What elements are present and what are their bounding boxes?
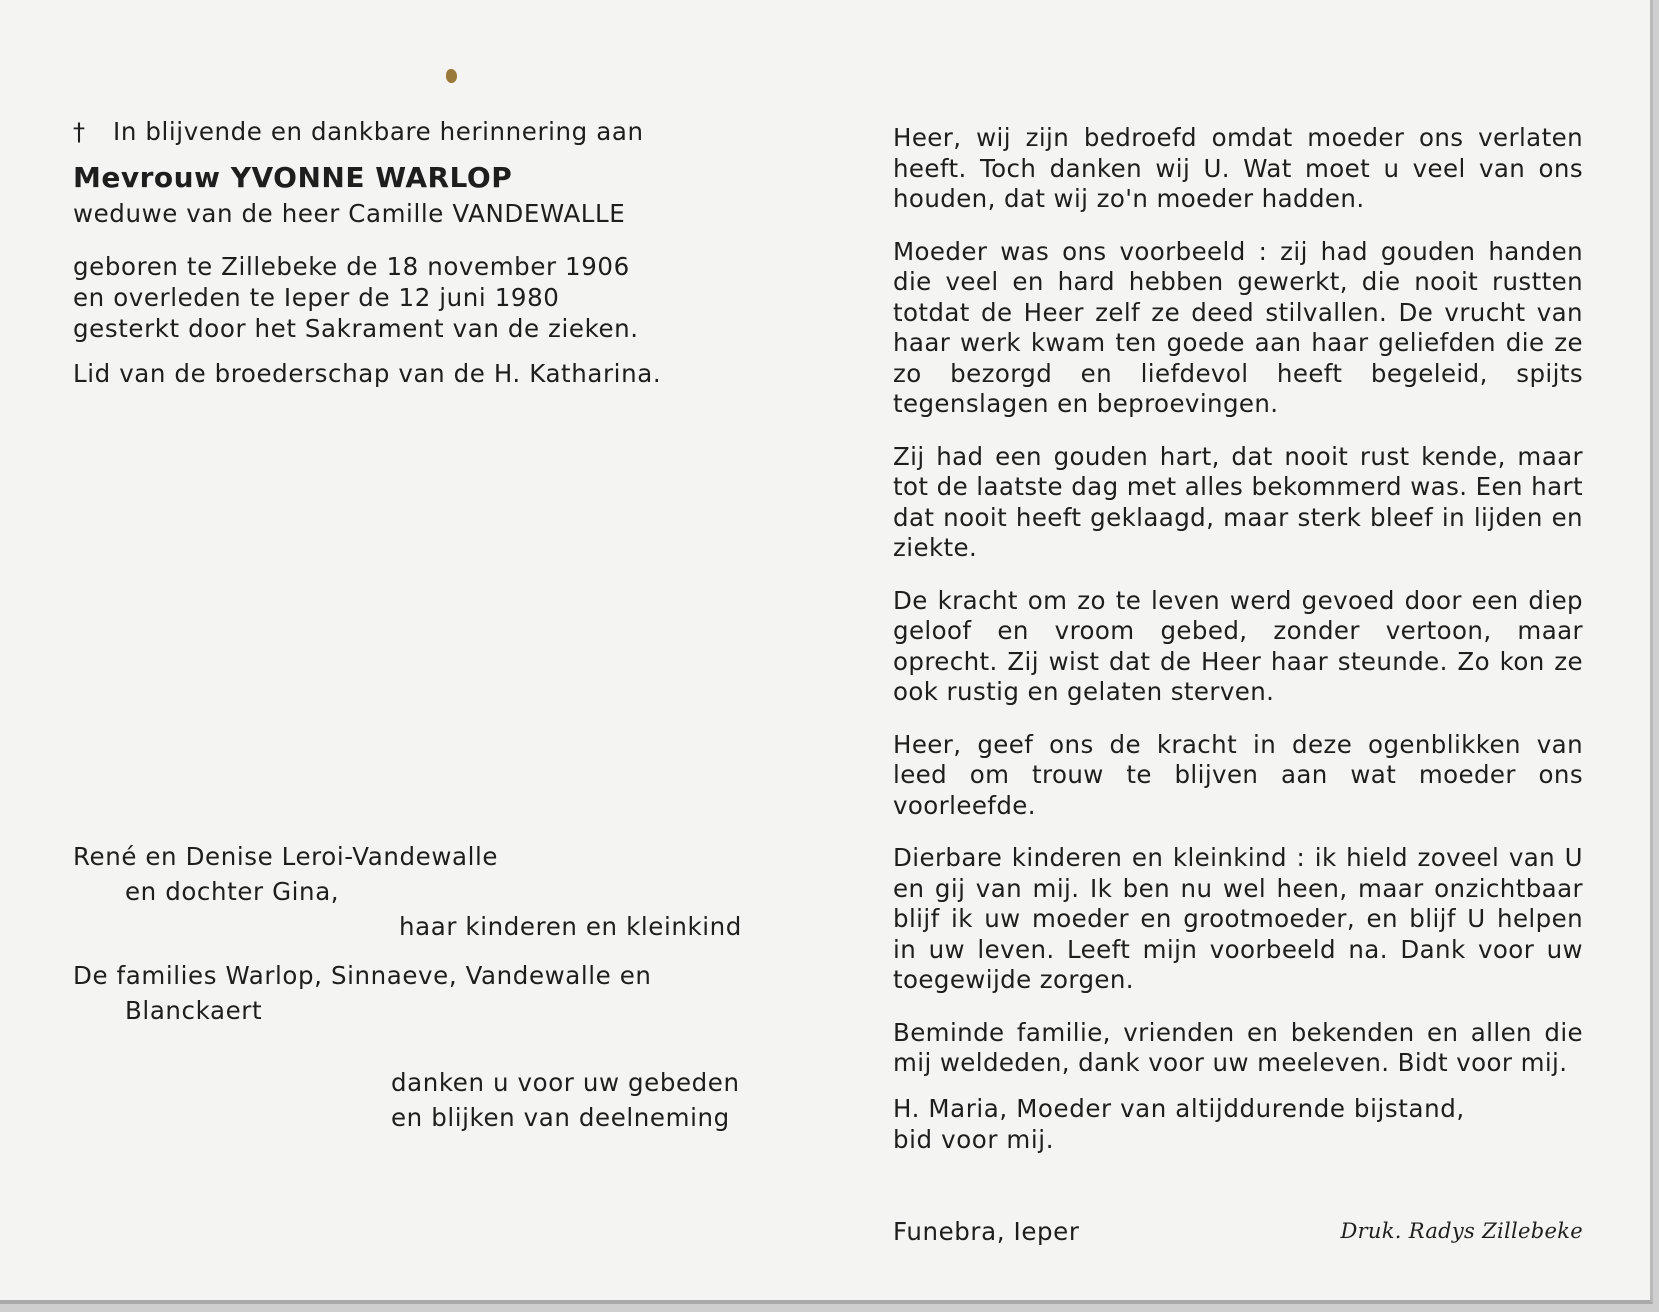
paragraph-3: Zij had een gouden hart, dat nooit rust kende, maar tot de laatste dag met alles bekommerd was. Een hart dat nooit heeft geklaagd, maar sterk bleef in lijden en ziekte. [893, 441, 1583, 562]
deceased-name: Mevrouw YVONNE WARLOP [73, 161, 513, 194]
thanks-line2: en blijken van deelneming [391, 1103, 730, 1132]
prayer-line1: H. Maria, Moeder van altijddurende bijstand, [893, 1093, 1465, 1123]
footer [893, 1217, 1583, 1247]
prayer-line2: bid voor mij. [893, 1124, 1055, 1154]
membership-line: Lid van de broederschap van de H. Katharina. [73, 359, 662, 388]
intro-line [73, 116, 793, 148]
intro-text: In blijvende en dankbare herinnering aan [113, 117, 644, 146]
paragraph-1: Heer, wij zijn bedroefd omdat moeder ons verlaten heeft. Toch danken wij U. Wat moet u veel van ons houden, dat wij zo'n moeder hadden. [893, 123, 1583, 213]
funeral-home: Funebra, Ieper [893, 1217, 1080, 1246]
paper-stain [446, 69, 457, 83]
birth-line: geboren te Zillebeke de 18 november 1906 [73, 252, 630, 281]
paragraph-5: Heer, geef ons de kracht in deze ogenblikken van leed om trouw te blijven aan wat moeder ons voorleefde. [893, 729, 1583, 820]
right-column [893, 123, 1583, 1155]
cross-icon: † [73, 118, 86, 146]
widow-of-line: weduwe van de heer Camille VANDEWALLE [73, 199, 626, 228]
paragraph-6: Dierbare kinderen en kleinkind : ik hield zoveel van U en gij van mij. Ik ben nu wel heen, maar onzichtbaar blijf ik uw moeder en grootmoeder, en blijf U helpen in uw leven. Leeft mijn voorbeeld na. Dank voor uw toegewijde zorgen. [893, 843, 1583, 994]
families-line1: De families Warlop, Sinnaeve, Vandewalle en [73, 961, 652, 990]
left-column [73, 116, 793, 1133]
families-line2: Blanckaert [125, 996, 263, 1025]
paragraph-7: Beminde familie, vrienden en bekenden en allen die mij weldeden, dank voor uw meeleven. Bidt voor mij. [893, 1017, 1583, 1077]
thanks-line1: danken u voor uw gebeden [391, 1068, 740, 1097]
family-children-role: haar kinderen en kleinkind [399, 912, 742, 941]
family-children-line2: en dochter Gina, [125, 877, 340, 906]
death-line: en overleden te Ieper de 12 juni 1980 [73, 283, 560, 312]
sacrament-line: gesterkt door het Sakrament van de zieken. [73, 314, 639, 343]
family-block [73, 841, 793, 1133]
printer-credit: Druk. Radys Zillebeke [1340, 1219, 1583, 1243]
family-children-line1: René en Denise Leroi-Vandewalle [73, 842, 499, 871]
paragraph-4: De kracht om zo te leven werd gevoed door een diep geloof en vroom gebed, zonder vertoon, maar oprecht. Zij wist dat de Heer haar steunde. Zo kon ze ook rustig en gelaten sterven. [893, 585, 1583, 706]
paragraph-2: Moeder was ons voorbeeld : zij had gouden handen die veel en hard hebben gewerkt, die nooit rustten totdat de Heer zelf ze deed stilvallen. De vrucht van haar werk kwam ten goede aan haar geliefden die ze zo bezorgd en liefdevol heeft begeleid, spijts tegenslagen en beproevingen. [893, 236, 1583, 418]
